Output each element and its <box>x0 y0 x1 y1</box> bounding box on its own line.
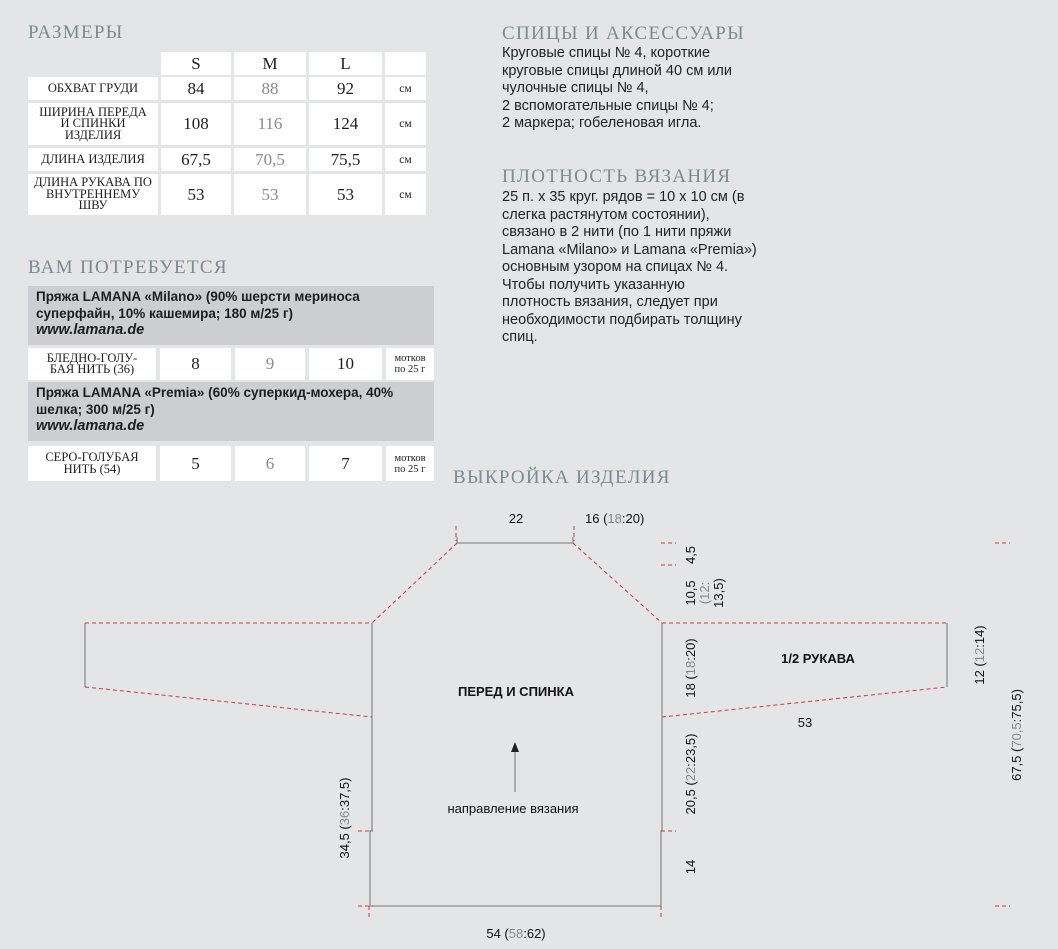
cuff-dim: 12 (12:14) <box>972 625 987 685</box>
yarn-color-label: БЛЕДНО-ГОЛУ-БАЯ НИТЬ (36) <box>28 348 156 380</box>
unit-cell: см <box>385 77 426 100</box>
value-cell: 9 <box>235 348 305 380</box>
value-cell: 92 <box>309 77 382 100</box>
unit-cell: см <box>385 103 426 145</box>
value-cell: 124 <box>309 103 382 145</box>
value-cell: 116 <box>234 103 306 145</box>
needles-heading: СПИЦЫ И АКСЕССУАРЫ <box>502 23 746 44</box>
text-line: необходимости подбирать толщину <box>502 311 742 328</box>
direction-arrow-head <box>511 742 519 752</box>
body-outline <box>370 623 662 906</box>
value-cell: 5 <box>160 446 231 481</box>
text-line: спиц. <box>502 329 538 345</box>
text-line: чулочные спицы № 4, <box>502 80 649 96</box>
unit-cell: мотков по 25 г <box>386 348 434 380</box>
value-cell: 84 <box>161 77 231 100</box>
svg-text:10,5: 10,5 <box>683 580 698 606</box>
total-length-dim: 67,5 (70,5:75,5) <box>1009 689 1024 781</box>
armhole-dim: 18 (18:20) <box>683 638 698 698</box>
unit-cell: см <box>385 148 426 171</box>
neck-width: 22 <box>508 511 524 526</box>
body-width: 54 (58:62) <box>486 926 546 941</box>
sizes-heading: РАЗМЕРЫ <box>28 22 124 43</box>
row-label-length: ДЛИНА ИЗДЕЛИЯ <box>28 148 158 171</box>
text-line: 25 п. х 35 круг. рядов = 10 х 10 см (в <box>502 189 745 205</box>
direction-label: направление вязания <box>447 801 579 816</box>
left-height-dim: 34,5 (36:37,5) <box>337 777 352 859</box>
value-cell: 53 <box>234 174 306 215</box>
value-cell: 88 <box>234 77 306 100</box>
text-line: 2 вспомогательные спицы № 4; <box>502 97 714 114</box>
text-line: плотность вязания, следует при <box>502 294 718 310</box>
text-line: основным узором на спицах № 4. <box>502 259 729 275</box>
value-cell: 10 <box>309 348 382 380</box>
text-line: Lamana «Milano» и Lamana «Premia») <box>502 241 757 258</box>
raglan-dim <box>683 578 726 608</box>
row-label-chest: ОБХВАТ ГРУДИ <box>28 77 158 100</box>
row-label-sleeve: ДЛИНА РУКАВА ПО ВНУТРЕННЕМУ ШВУ <box>28 174 158 215</box>
value-cell: 8 <box>160 348 231 380</box>
rib-dim: 14 <box>683 859 698 875</box>
row-label-width: ШИРИНА ПЕРЕДА И СПИНКИ ИЗДЕЛИЯ <box>28 103 158 145</box>
neck-depth: 4,5 <box>683 545 698 565</box>
body-label: ПЕРЕД И СПИНКА <box>458 684 574 699</box>
unit-cell: см <box>385 174 426 215</box>
sleeve-label: 1/2 РУКАВА <box>781 651 855 666</box>
value-cell: 53 <box>309 174 382 215</box>
size-col-m: M <box>234 52 306 75</box>
yarn-color-label: СЕРО-ГОЛУБАЯ НИТЬ (54) <box>28 446 156 481</box>
sleeve-bottom-right <box>662 687 947 717</box>
text-line: круговые спицы длиной 40 см или <box>502 62 732 79</box>
text-line: связано в 2 нити (по 1 нити пряжи <box>502 224 732 240</box>
svg-text:(12:: (12: <box>697 581 712 605</box>
yarn-brand: Пряжа LAMANA «Premia» (60% суперкид-мохера, 40% шелка; 300 м/25 г) <box>36 385 394 417</box>
sleeve-length: 53 <box>797 715 813 730</box>
value-cell: 6 <box>235 446 305 481</box>
materials-heading: ВАМ ПОТРЕБУЕТСЯ <box>28 257 228 278</box>
pattern-heading: ВЫКРОЙКА ИЗДЕЛИЯ <box>453 467 671 488</box>
side-dim: 20,5 (22:23,5) <box>683 733 698 815</box>
shoulder-dim: 16 (18:20) <box>585 511 645 526</box>
value-cell: 7 <box>309 446 382 481</box>
raglan-right <box>573 543 662 623</box>
value-cell: 108 <box>161 103 231 145</box>
size-col-s: S <box>161 52 231 75</box>
text-line: Чтобы получить указанную <box>502 276 685 293</box>
sleeve-bottom-left <box>85 687 372 717</box>
text-line: Круговые спицы № 4, короткие <box>502 45 711 61</box>
value-cell: 53 <box>161 174 231 215</box>
yarn-brand: Пряжа LAMANA «Milano» (90% шерсти мериноса суперфайн, 10% кашемира; 180 м/25 г) <box>36 289 360 321</box>
unit-cell: мотков по 25 г <box>386 446 434 481</box>
text-line: слегка растянутом состоянии), <box>502 206 710 223</box>
size-col-l: L <box>309 52 382 75</box>
yarn-url: www.lamana.de <box>36 418 145 434</box>
value-cell: 75,5 <box>309 148 382 171</box>
value-cell: 67,5 <box>161 148 231 171</box>
gauge-heading: ПЛОТНОСТЬ ВЯЗАНИЯ <box>502 166 732 187</box>
value-cell: 70,5 <box>234 148 306 171</box>
svg-text:13,5): 13,5) <box>711 578 726 608</box>
yarn-url: www.lamana.de <box>36 322 145 338</box>
text-line: 2 маркера; гобеленовая игла. <box>502 115 702 131</box>
raglan-left <box>372 543 457 623</box>
